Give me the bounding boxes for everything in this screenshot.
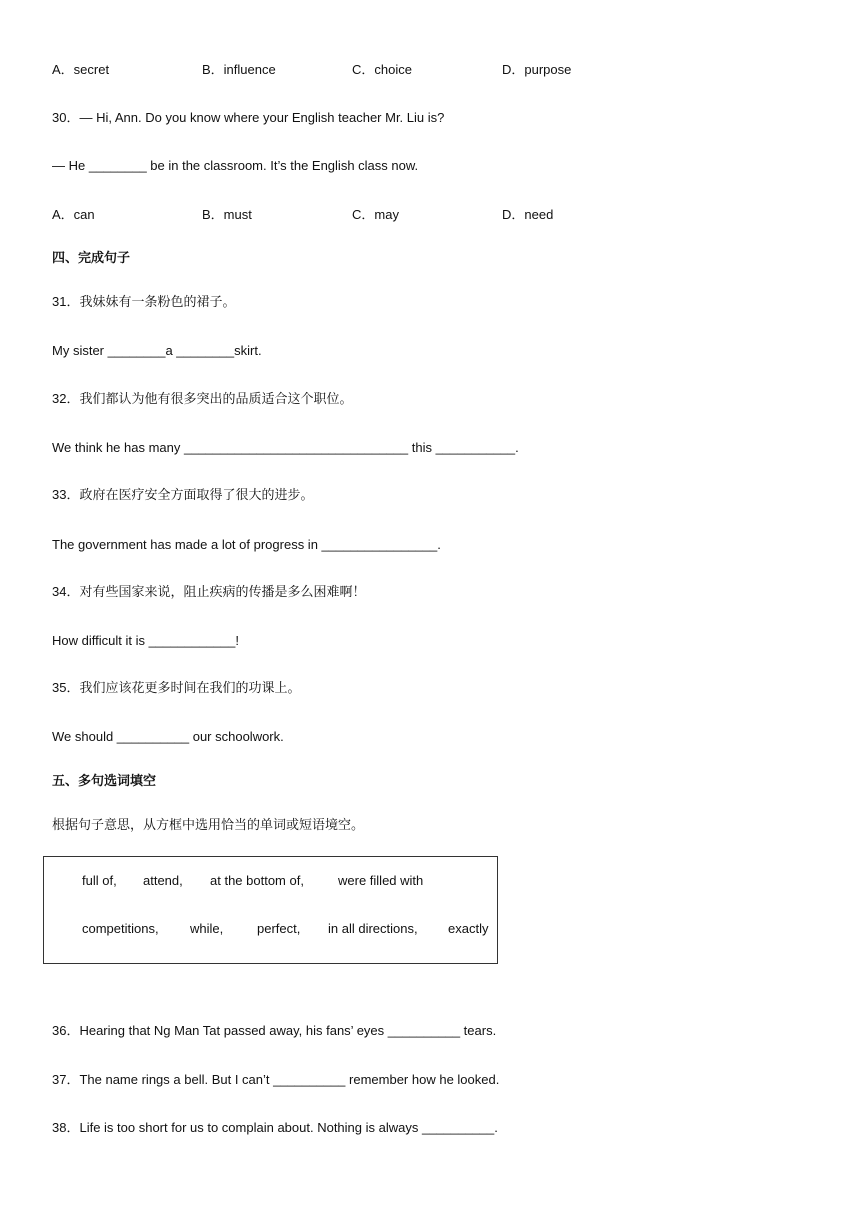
q35-chinese: 35．我们应该花更多时间在我们的功课上。 — [52, 680, 301, 695]
q29-option-c: C．choice — [352, 62, 412, 77]
q37-sentence: 37．The name rings a bell. But I can’t __________ remember how he looked. — [52, 1072, 500, 1087]
word-bank-item: exactly — [448, 921, 489, 936]
q34-chinese: 34．对有些国家来说，阻止疾病的传播是多么困难啊！ — [52, 584, 366, 599]
q30-stem: 30．— Hi, Ann. Do you know where your English teacher Mr. Liu is? — [52, 110, 445, 125]
q29-option-d: D．purpose — [502, 62, 572, 77]
q31-english: My sister ________a ________skirt. — [52, 343, 262, 358]
q36-sentence: 36．Hearing that Ng Man Tat passed away, his fans’ eyes __________ tears. — [52, 1023, 497, 1038]
word-bank-item: attend, — [143, 873, 183, 888]
word-bank-item: at the bottom of, — [210, 873, 304, 888]
q38-sentence: 38．Life is too short for us to complain about. Nothing is always __________. — [52, 1120, 498, 1135]
q30-option-c: C．may — [352, 207, 399, 222]
q31-chinese: 31．我妹妹有一条粉色的裙子。 — [52, 294, 236, 309]
word-bank-item: competitions, — [82, 921, 159, 936]
q30-line2: — He ________ be in the classroom. It’s the English class now. — [52, 158, 419, 173]
q33-chinese: 33．政府在医疗安全方面取得了很大的进步。 — [52, 487, 314, 502]
section5-heading: 五、多句选词填空 — [52, 773, 157, 788]
word-bank-item: were filled with — [338, 873, 424, 888]
q30-option-d: D．need — [502, 207, 554, 222]
q33-english: The government has made a lot of progress in ________________. — [52, 537, 441, 552]
word-bank-item: perfect, — [257, 921, 301, 936]
q32-english: We think he has many _______________________________ this ___________. — [52, 440, 519, 455]
q29-option-b: B．influence — [202, 62, 276, 77]
q32-chinese: 32．我们都认为他有很多突出的品质适合这个职位。 — [52, 391, 353, 406]
q35-english: We should __________ our schoolwork. — [52, 729, 284, 744]
q29-option-a: A．secret — [52, 62, 110, 77]
q30-option-b: B．must — [202, 207, 252, 222]
q30-option-a: A．can — [52, 207, 95, 222]
section5-instruction: 根据句子意思，从方框中选用恰当的单词或短语境空。 — [52, 817, 365, 832]
word-bank-item: in all directions, — [328, 921, 418, 936]
section4-heading: 四、完成句子 — [52, 250, 131, 265]
word-bank-item: full of, — [82, 873, 117, 888]
word-bank-box — [43, 856, 498, 964]
word-bank-item: while, — [190, 921, 224, 936]
q34-english: How difficult it is ____________! — [52, 633, 239, 648]
